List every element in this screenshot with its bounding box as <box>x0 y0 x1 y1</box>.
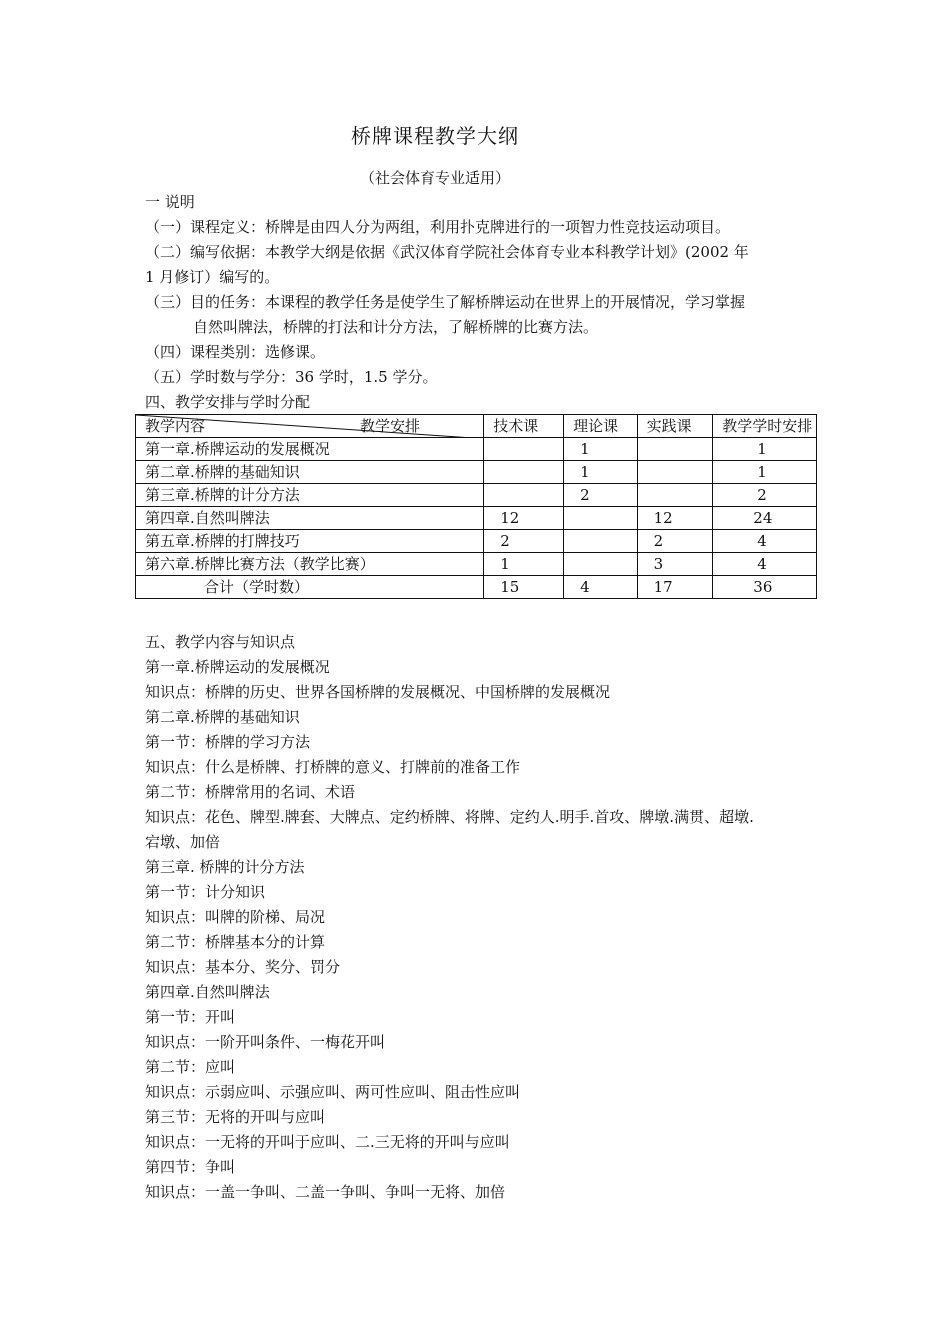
intro-item: （五）学时数与学分：36 学时，1.5 学分。 <box>145 368 438 386</box>
row-hours: 1 <box>713 438 817 461</box>
section-heading: 第二节：桥牌基本分的计算 <box>145 933 326 951</box>
row-theory: 2 <box>564 484 638 507</box>
table-total-row <box>136 576 817 599</box>
header-arrangement: 教学安排 <box>360 417 421 435</box>
table-row <box>136 438 817 461</box>
intro-item: 1 月修订）编写的。 <box>145 268 280 286</box>
section-heading: 第一节：开叫 <box>145 1008 236 1026</box>
chapter-heading: 第一章.桥牌运动的发展概况 <box>145 658 330 676</box>
row-practice <box>637 484 713 507</box>
section-heading: 第三节：无将的开叫与应叫 <box>145 1108 326 1126</box>
header-practice: 实践课 <box>637 415 713 438</box>
row-tech: 12 <box>484 507 564 530</box>
row-theory <box>564 507 638 530</box>
knowledge-point: 知识点：桥牌的历史、世界各国桥牌的发展概况、中国桥牌的发展概况 <box>145 683 611 701</box>
intro-item: 自然叫牌法，桥牌的打法和计分方法，了解桥牌的比赛方法。 <box>193 318 599 336</box>
row-practice: 3 <box>637 553 713 576</box>
header-diagonal-cell <box>136 415 484 438</box>
header-theory: 理论课 <box>564 415 638 438</box>
intro-item: （四）课程类别：选修课。 <box>145 343 326 361</box>
section-heading-content: 五、教学内容与知识点 <box>145 633 296 651</box>
row-name: 第六章.桥牌比赛方法（教学比赛） <box>136 553 484 576</box>
table-row <box>136 553 817 576</box>
row-tech: 2 <box>484 530 564 553</box>
row-practice: 2 <box>637 530 713 553</box>
row-hours: 1 <box>713 461 817 484</box>
header-content: 教学内容 <box>145 417 206 435</box>
knowledge-point: 知识点：什么是桥牌、打桥牌的意义、打牌前的准备工作 <box>145 758 521 776</box>
section-heading-schedule: 四、教学安排与学时分配 <box>145 393 311 411</box>
knowledge-point: 知识点：一阶开叫条件、一梅花开叫 <box>145 1033 386 1051</box>
row-hours: 2 <box>713 484 817 507</box>
row-name: 第二章.桥牌的基础知识 <box>136 461 484 484</box>
row-practice <box>637 461 713 484</box>
total-tech: 15 <box>484 576 564 599</box>
chapter-heading: 第二章.桥牌的基础知识 <box>145 708 300 726</box>
row-practice: 12 <box>637 507 713 530</box>
chapter-heading: 第四章.自然叫牌法 <box>145 983 270 1001</box>
document-subtitle: （社会体育专业适用） <box>359 169 510 187</box>
row-tech: 1 <box>484 553 564 576</box>
row-tech <box>484 461 564 484</box>
row-name: 第三章.桥牌的计分方法 <box>136 484 484 507</box>
schedule-table <box>135 414 817 599</box>
total-hours: 36 <box>713 576 817 599</box>
table-header-row <box>136 415 817 438</box>
row-tech <box>484 484 564 507</box>
row-hours: 24 <box>713 507 817 530</box>
table-row <box>136 530 817 553</box>
row-theory: 1 <box>564 438 638 461</box>
section-heading: 第一节：计分知识 <box>145 883 266 901</box>
row-theory <box>564 553 638 576</box>
table-row <box>136 484 817 507</box>
row-theory: 1 <box>564 461 638 484</box>
total-theory: 4 <box>564 576 638 599</box>
table-row <box>136 507 817 530</box>
header-tech: 技术课 <box>484 415 564 438</box>
row-name: 第四章.自然叫牌法 <box>136 507 484 530</box>
chapter-heading: 第三章. 桥牌的计分方法 <box>145 858 305 876</box>
intro-item: （三）目的任务：本课程的教学任务是使学生了解桥牌运动在世界上的开展情况，学习掌握 <box>145 293 746 311</box>
row-hours: 4 <box>713 553 817 576</box>
header-hours: 教学学时安排 <box>713 415 817 438</box>
knowledge-point: 知识点：叫牌的阶梯、局况 <box>145 908 326 926</box>
row-theory <box>564 530 638 553</box>
intro-item: （二）编写依据：本教学大纲是依据《武汉体育学院社会体育专业本科教学计划》(2002 年 <box>145 243 749 261</box>
total-practice: 17 <box>637 576 713 599</box>
knowledge-point: 知识点：花色、牌型.牌套、大牌点、定约桥牌、将牌、定约人.明手.首攻、牌墩.满贯、超墩. <box>145 808 754 826</box>
row-practice <box>637 438 713 461</box>
document-title: 桥牌课程教学大纲 <box>351 124 519 148</box>
table-row <box>136 461 817 484</box>
section-heading: 第一节：桥牌的学习方法 <box>145 733 311 751</box>
section-heading: 第四节：争叫 <box>145 1158 236 1176</box>
row-name: 第一章.桥牌运动的发展概况 <box>136 438 484 461</box>
row-name: 第五章.桥牌的打牌技巧 <box>136 530 484 553</box>
knowledge-point: 知识点：一盖一争叫、二盖一争叫、争叫一无将、加倍 <box>145 1183 506 1201</box>
knowledge-point: 知识点：基本分、奖分、罚分 <box>145 958 341 976</box>
total-name: 合计（学时数） <box>136 576 484 599</box>
intro-item: （一）课程定义：桥牌是由四人分为两组，利用扑克牌进行的一项智力性竞技运动项目。 <box>145 218 731 236</box>
knowledge-point: 知识点：示弱应叫、示强应叫、两可性应叫、阻击性应叫 <box>145 1083 521 1101</box>
row-hours: 4 <box>713 530 817 553</box>
row-tech <box>484 438 564 461</box>
knowledge-point-continued: 宕墩、加倍 <box>145 833 221 851</box>
section-heading-intro: 一 说明 <box>145 193 195 211</box>
section-heading: 第二节：桥牌常用的名词、术语 <box>145 783 356 801</box>
knowledge-point: 知识点：一无将的开叫于应叫、二.三无将的开叫与应叫 <box>145 1133 510 1151</box>
section-heading: 第二节：应叫 <box>145 1058 236 1076</box>
